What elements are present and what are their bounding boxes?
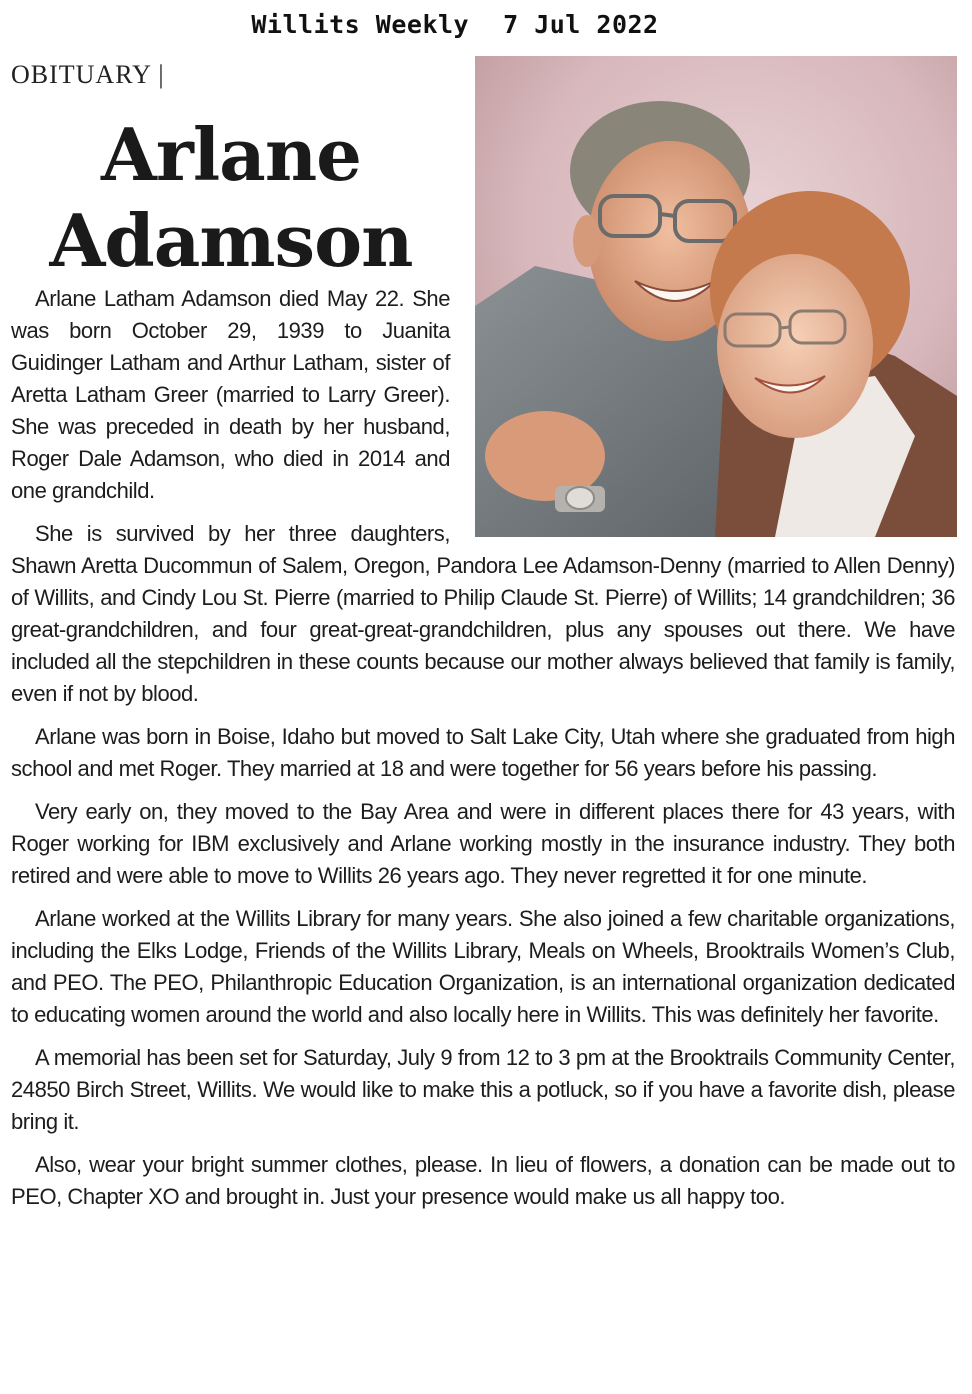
publication-date: 7 Jul 2022 — [503, 10, 659, 39]
paragraph-6: A memorial has been set for Saturday, July 9 from 12 to 3 pm at the Brooktrails Community Center, 24850 Birch Street, Willits. We would like to make this a potluck, so if you have a favorite dish, please bring it. — [11, 1045, 955, 1134]
section-label: OBITUARY | — [11, 60, 165, 89]
headline-first-name: Arlane — [101, 112, 361, 197]
paragraph-5: Arlane worked at the Willits Library for many years. She also joined a few charitable organizations, including the Elks Lodge, Friends of the Willits Library, Meals on Wheels, Brooktrails Women’s Club, and PEO. The PEO, Philanthropic Education Organization, is an international organization dedicated to educating women around the world and also locally here in Willits. This was definitely her favorite. — [11, 906, 955, 1027]
publication-name: Willits Weekly — [251, 10, 470, 39]
masthead — [0, 10, 910, 39]
obituary-body — [11, 283, 955, 1224]
obituary-headline — [11, 112, 451, 284]
paragraph-4: Very early on, they moved to the Bay Area and were in different places there for 43 years, with Roger working for IBM exclusively and Arlane working mostly in the insurance industry. They both retired and were able to move to Willits 26 years ago. They never regretted it for one minute. — [11, 799, 955, 888]
paragraph-3: Arlane was born in Boise, Idaho but moved to Salt Lake City, Utah where she graduated from high school and met Roger. They married at 18 and were together for 56 years before his passing. — [11, 724, 955, 781]
paragraph-1: Arlane Latham Adamson died May 22. She was born October 29, 1939 to Juanita Guidinger Latham and Arthur Latham, sister of Aretta Latham Greer (married to Larry Greer). She was preceded in death by her husband, Roger Dale Adamson, who died in 2014 and one grandchild. — [11, 286, 450, 503]
paragraph-7: Also, wear your bright summer clothes, please. In lieu of flowers, a donation can be made out to PEO, Chapter XO and brought in. Just your presence would make us all happy too. — [11, 1152, 955, 1209]
photo-text-wrap — [450, 283, 955, 541]
headline-last-name: Adamson — [49, 198, 413, 283]
paragraph-2: She is survived by her three daughters, Shawn Aretta Ducommun of Salem, Oregon, Pandora Lee Adamson-Denny (married to Allen Denny) of Willits, and Cindy Lou St. Pierre (married to Philip Claude St. Pierre) of Willits; 14 grandchildren; 36 great-grandchildren, and four great-great-grandchildren, plus any spouses out there. We have included all the stepchildren in these counts because our mother always believed that family is family, even if not by blood. — [11, 521, 955, 706]
